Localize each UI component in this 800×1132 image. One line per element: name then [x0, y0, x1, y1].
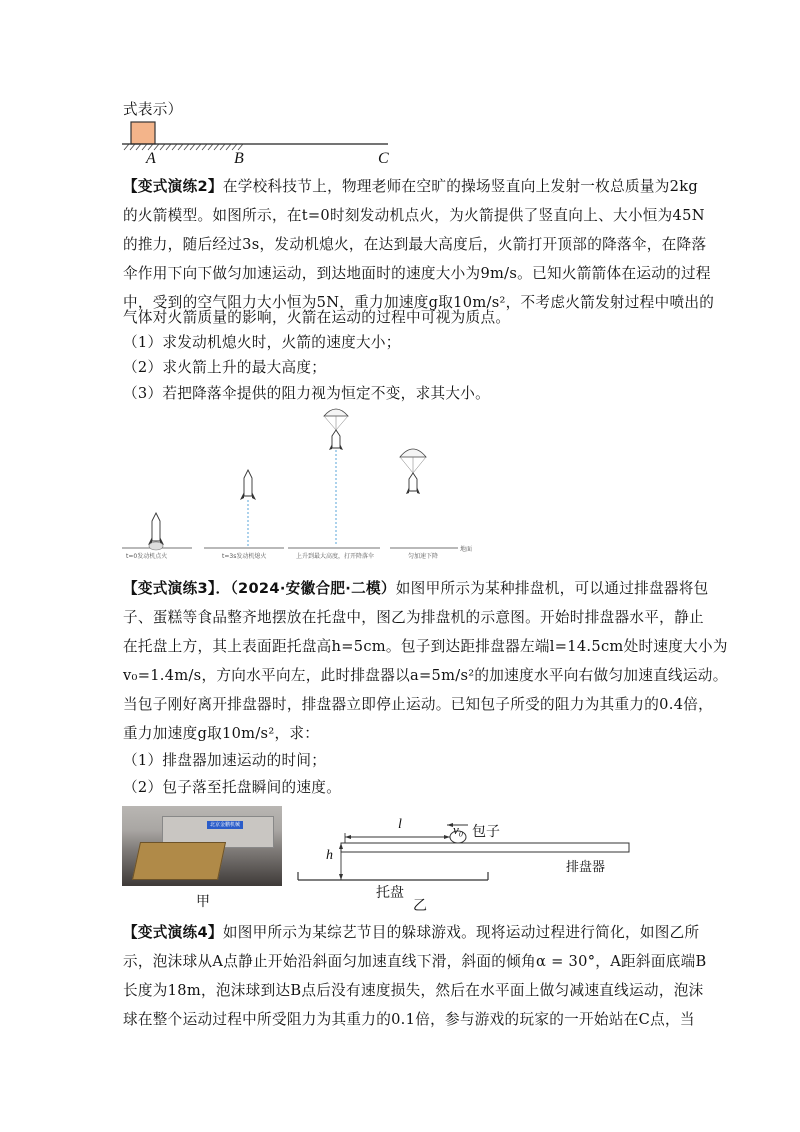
problem-3-line-5: 当包子刚好离开排盘器时，排盘器立即停止运动。已知包子所受的阻力为其重力的0.4倍，: [123, 696, 714, 713]
label-device: 排盘器: [566, 860, 606, 875]
block-track-figure: [118, 118, 408, 170]
problem-2-line-3: 的推力，随后经过3s，发动机熄火，在达到最大高度后，火箭打开顶部的降落伞，在降落: [123, 236, 707, 253]
label-B: B: [234, 150, 244, 167]
photo-label: 甲: [196, 894, 210, 910]
rocket-stage-1: [148, 513, 164, 550]
problem-4-line-1: [123, 918, 699, 947]
tray-with-buns: [132, 842, 226, 880]
problem-2-line-5: 中，受到的空气阻力大小恒为5N，重力加速度g取10m/s²，不考虑火箭发射过程中喷出的: [123, 294, 715, 311]
problem-3-text: 如图甲所示为某种排盘机，可以通过排盘器将包: [395, 580, 709, 597]
problem-3-q1: （1）排盘器加速运动的时间；: [123, 752, 327, 769]
label-A: A: [146, 150, 156, 167]
problem-3-line-6: 重力加速度g取10m/s²，求：: [123, 725, 320, 742]
problem-4-line-4: 球在整个运动过程中所受阻力为其重力的0.1倍，参与游戏的玩家的一开始站在C点，当: [123, 1011, 695, 1028]
problem-2-line-4: 伞作用下向下做匀加速运动，到达地面时的速度大小为9m/s。已知火箭箭体在运动的过程: [123, 265, 711, 282]
label-v0: v₀: [453, 822, 464, 837]
problem-2-line-6: 气体对火箭质量的影响，火箭在运动的过程中可视为质点。: [123, 309, 511, 326]
machine-photo: [122, 806, 282, 886]
diagram-label: 乙: [413, 898, 427, 914]
caption-ground: 地面: [460, 546, 473, 553]
problem-2-line-2: 的火箭模型。如图所示，在t=0时刻发动机点火，为火箭提供了竖直向上、大小恒为45N: [123, 207, 705, 224]
rocket-stages-figure: [118, 400, 490, 565]
problem-4-tag: 【变式演练4】: [123, 924, 223, 941]
intro-line: 式表示）: [123, 101, 183, 118]
rocket-stage-3-parachute: [324, 409, 348, 450]
label-bun: 包子: [472, 824, 500, 840]
label-tray: 托盘: [376, 885, 404, 901]
label-h: h: [326, 848, 333, 863]
block: [131, 122, 155, 144]
problem-2-text: 在学校科技节上，物理老师在空旷的操场竖直向上发射一枚总质量为2kg: [222, 178, 699, 195]
problem-2-q1: （1）求发动机熄火时，火箭的速度大小；: [123, 334, 401, 351]
caption-stage-1: t=0发动机点火: [126, 553, 168, 560]
problem-4-line-2: 示，泡沫球从A点静止开始沿斜面匀加速直线下滑，斜面的倾角α = 30°，A距斜面底端B: [123, 953, 707, 970]
problem-2-q3: （3）若把降落伞提供的阻力视为恒定不变，求其大小。: [123, 385, 491, 402]
machine-sign: 北京金鹏机械: [207, 821, 243, 829]
problem-3-tag: 【变式演练3】: [123, 580, 216, 597]
problem-4-text: 如图甲所示为某综艺节目的躲球游戏。现将运动过程进行简化，如图乙所: [222, 924, 700, 941]
caption-stage-4: 匀加速下降: [408, 553, 439, 560]
problem-3-line-4: v₀=1.4m/s，方向水平向左，此时排盘器以a=5m/s²的加速度水平向右做匀加速直线运动。: [123, 667, 728, 684]
problem-2-line-1: [123, 172, 698, 201]
problem-3-line-3: 在托盘上方，其上表面距托盘高h=5cm。包子到达距排盘器左端l=14.5cm处时速度大小为: [123, 638, 728, 655]
problem-3-source: ．（2024·安徽合肥·二模）: [215, 580, 396, 597]
problem-3-line-2: 子、蛋糕等食品整齐地摆放在托盘中，图乙为排盘机的示意图。开始时排盘器水平，静止: [123, 609, 704, 626]
caption-stage-3: 上升到最大高度，打开降落伞: [296, 553, 375, 560]
problem-4-line-3: 长度为18m，泡沫球到达B点后没有速度损失，然后在水平面上做匀减速直线运动，泡沫: [123, 982, 704, 999]
problem-2-tag: 【变式演练2】: [123, 178, 223, 195]
rocket-stage-2: [240, 470, 256, 500]
ground-hatch: [124, 144, 243, 150]
device-board: [341, 843, 629, 852]
problem-3-q2: （2）包子落至托盘瞬间的速度。: [123, 779, 342, 796]
label-C: C: [378, 150, 389, 167]
rocket-stage-4-parachute: [400, 449, 426, 494]
problem-2-q2: （2）求火箭上升的最大高度；: [123, 359, 327, 376]
label-l: l: [398, 817, 402, 832]
caption-stage-2: t=3s发动机熄火: [222, 553, 267, 560]
problem-3-line-1: [123, 574, 709, 603]
